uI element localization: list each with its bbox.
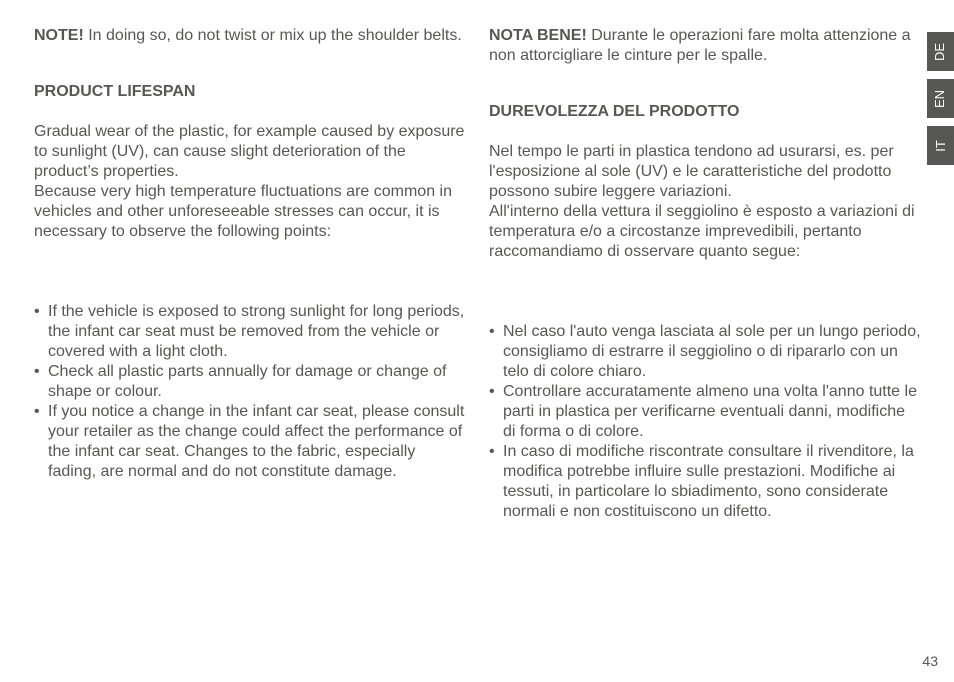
bullet-list-it	[489, 322, 921, 522]
intro-paragraph-1-en: Gradual wear of the plastic, for example caused by exposure to sunlight (UV), can cause slight deterioration of the product’s properties.	[34, 123, 465, 180]
list-item: • Nel caso l'auto venga lasciata al sole per un lungo periodo, consigliamo di estrarre il seggiolino o di ripararlo con un telo di colore chiaro.	[489, 322, 921, 382]
tab-en[interactable]	[927, 79, 954, 118]
tab-de-label: DE	[932, 42, 948, 61]
section-heading-en: PRODUCT LIFESPAN	[34, 83, 196, 100]
note-text-it: Durante le operazioni fare molta attenzione a non attorcigliare le cinture per le spalle.	[489, 27, 911, 64]
language-tabs	[927, 32, 954, 173]
list-item: • If the vehicle is exposed to strong sunlight for long periods, the infant car seat must be removed from the vehicle or covered with a light cloth.	[34, 302, 466, 362]
tab-de[interactable]	[927, 32, 954, 71]
note-label-en: NOTE!	[34, 27, 84, 44]
list-item: • If you notice a change in the infant car seat, please consult your retailer as the change could affect the performance of the infant car seat. Changes to the fabric, especially fading, are normal and do not constitute damage.	[34, 402, 466, 482]
tab-en-label: EN	[932, 89, 948, 108]
list-item: • Check all plastic parts annually for damage or change of shape or colour.	[34, 362, 466, 402]
intro-paragraph-2-it: All'interno della vettura il seggiolino è esposto a variazioni di temperatura e/o a circostanze imprevedibili, pertanto raccomandiamo di osservare quanto segue:	[489, 203, 915, 260]
note-text-en: In doing so, do not twist or mix up the shoulder belts.	[83, 27, 462, 44]
list-item: • Controllare accuratamente almeno una volta l'anno tutte le parti in plastica per verificarne eventuali danni, modifiche di forma o di colore.	[489, 382, 921, 442]
tab-it-label: IT	[932, 139, 948, 152]
intro-paragraph-1-it: Nel tempo le parti in plastica tendono ad usurarsi, es. per l'esposizione al sole (UV) e le caratteristiche del prodotto possono subire leggere variazioni.	[489, 143, 894, 200]
page-number: 43	[922, 653, 938, 669]
bullet-list-en	[34, 302, 466, 482]
section-heading-it: DUREVOLEZZA DEL PRODOTTO	[489, 103, 740, 120]
note-label-it: NOTA BENE!	[489, 27, 587, 44]
note-paragraph-it	[489, 26, 921, 66]
note-paragraph-en	[34, 26, 466, 46]
intro-paragraph-2-en: Because very high temperature fluctuations are common in vehicles and other unforeseeable stresses can occur, it is necessary to observe the following points:	[34, 183, 452, 240]
list-item: • In caso di modifiche riscontrate consultare il rivenditore, la modifica potrebbe influire sulle prestazioni. Modifiche ai tessuti, in particolare lo sbiadimento, sono considerate normali e non costituiscono un difetto.	[489, 442, 921, 522]
english-column	[34, 26, 466, 482]
tab-it[interactable]	[927, 126, 954, 165]
italian-column	[489, 26, 921, 522]
